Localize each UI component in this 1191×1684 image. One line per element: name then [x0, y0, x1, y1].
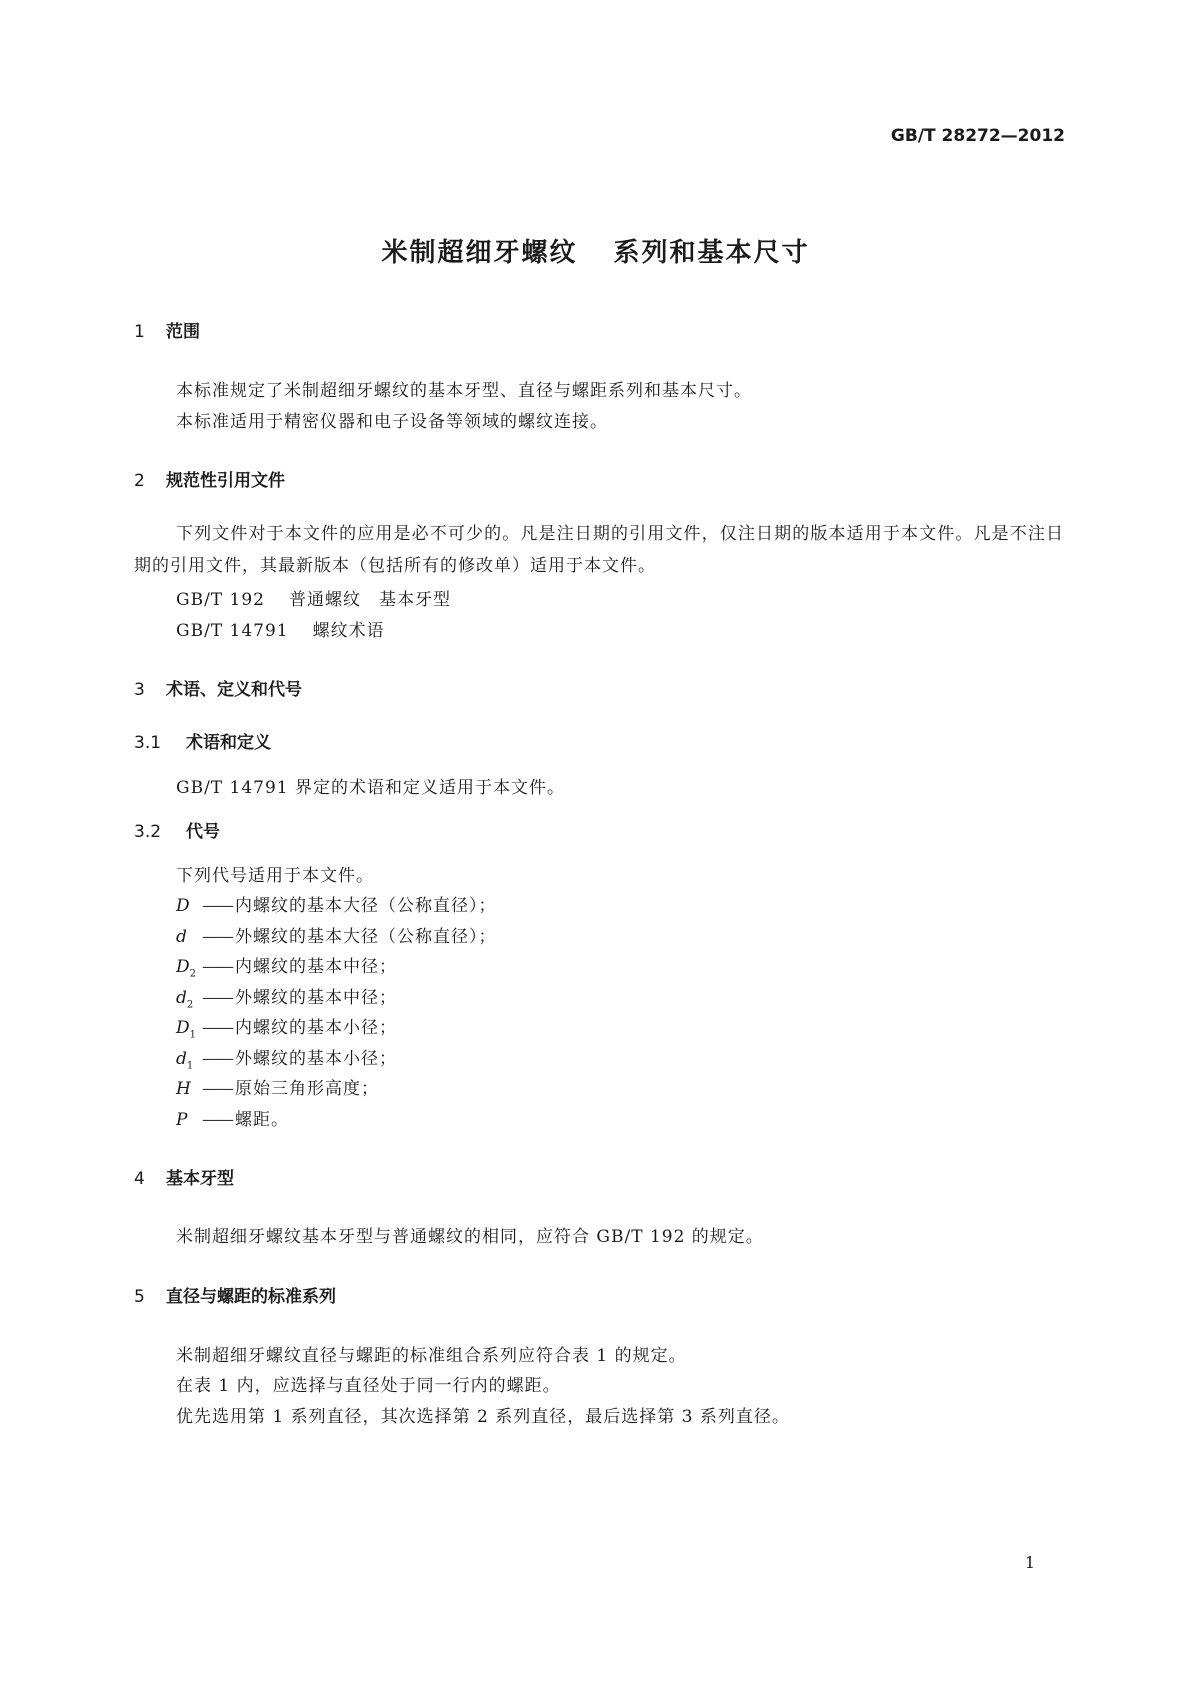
symbol-description: 内螺纹的基本小径；: [235, 1018, 397, 1038]
symbol-item: [176, 1105, 289, 1132]
dash: ——: [202, 1079, 232, 1099]
section-title: 术语、定义和代号: [166, 680, 302, 700]
symbol-letter: $d_1$: [176, 1049, 194, 1072]
section-title: 范围: [166, 322, 200, 342]
standard-number: GB/T 28272—2012: [890, 126, 1065, 146]
dash: ——: [202, 1018, 232, 1038]
page-number: 1: [1024, 1553, 1035, 1572]
dash: ——: [202, 927, 232, 947]
paragraph: 米制超细牙螺纹基本牙型与普通螺纹的相同，应符合 GB/T 192 的规定。: [176, 1227, 764, 1247]
reference-code: GB/T 192: [176, 590, 265, 610]
symbol-letter: D: [176, 896, 190, 916]
paragraph: 优先选用第 1 系列直径，其次选择第 2 系列直径，最后选择第 3 系列直径。: [176, 1407, 790, 1427]
title-part-1: 米制超细牙螺纹: [381, 238, 578, 268]
section-title: 规范性引用文件: [166, 471, 285, 491]
symbol-item: [176, 1074, 379, 1101]
section-4-heading: [134, 1164, 234, 1189]
section-3-2-heading: [134, 817, 220, 842]
dash: ——: [202, 1110, 232, 1130]
symbol-item: [176, 983, 397, 1010]
dash: ——: [202, 957, 232, 977]
section-3-1-heading: [134, 728, 271, 753]
symbol-description: 外螺纹的基本中径；: [235, 988, 397, 1008]
section-title: 直径与螺距的标准系列: [166, 1287, 336, 1307]
symbol-item: [176, 1044, 397, 1071]
reference-item: [176, 616, 385, 641]
section-1-heading: [134, 317, 200, 342]
dash: ——: [202, 896, 232, 916]
section-number: 3.1: [134, 733, 162, 753]
section-title: 代号: [186, 822, 220, 842]
section-title: 术语和定义: [186, 733, 271, 753]
section-number: 4: [134, 1169, 145, 1189]
title-part-2: 系列和基本尺寸: [613, 238, 810, 268]
symbol-letter: $D_1$: [176, 1018, 197, 1041]
section-title: 基本牙型: [166, 1169, 234, 1189]
symbol-letter: P: [176, 1110, 188, 1130]
paragraph: 在表 1 内，应选择与直径处于同一行内的螺距。: [176, 1376, 561, 1396]
section-5-heading: [134, 1282, 336, 1307]
dash: ——: [202, 1049, 232, 1069]
reference-item: [176, 585, 451, 610]
symbol-description: 外螺纹的基本大径（公称直径）；: [235, 927, 497, 947]
symbol-description: 螺距。: [235, 1110, 289, 1130]
section-number: 1: [134, 322, 145, 342]
symbol-letter: $d_2$: [176, 988, 194, 1011]
reference-code: GB/T 14791: [176, 621, 289, 641]
paragraph: GB/T 14791 界定的术语和定义适用于本文件。: [176, 778, 566, 798]
symbol-item: [176, 952, 397, 979]
section-2-heading: [134, 466, 285, 491]
reference-title: 螺纹术语: [312, 621, 385, 641]
symbol-item: [176, 891, 497, 918]
symbol-letter: $D_2$: [176, 957, 197, 980]
paragraph: 本标准规定了米制超细牙螺纹的基本牙型、直径与螺距系列和基本尺寸。: [176, 381, 752, 401]
paragraph: 米制超细牙螺纹直径与螺距的标准组合系列应符合表 1 的规定。: [176, 1346, 687, 1366]
paragraph: 下列文件对于本文件的应用是必不可少的。凡是注日期的引用文件，仅注日期的版本适用于本文件。凡是不注日期的引用文件，其最新版本（包括所有的修改单）适用于本文件。: [134, 524, 1064, 576]
section-number: 3.2: [134, 822, 162, 842]
symbol-description: 原始三角形高度；: [235, 1079, 379, 1099]
symbol-letter: d: [176, 927, 187, 947]
dash: ——: [202, 988, 232, 1008]
symbol-description: 内螺纹的基本大径（公称直径）；: [235, 896, 497, 916]
reference-title: 普通螺纹 基本牙型: [289, 590, 451, 610]
section-3-heading: [134, 675, 302, 700]
symbol-item: [176, 922, 497, 949]
paragraph: 下列代号适用于本文件。: [176, 866, 374, 886]
symbol-letter: H: [176, 1079, 191, 1099]
section-number: 5: [134, 1287, 145, 1307]
symbol-description: 外螺纹的基本小径；: [235, 1049, 397, 1069]
paragraph: 本标准适用于精密仪器和电子设备等领域的螺纹连接。: [176, 412, 608, 432]
symbol-description: 内螺纹的基本中径；: [235, 957, 397, 977]
section-number: 3: [134, 680, 145, 700]
document-title: [0, 232, 1191, 269]
section-number: 2: [134, 471, 145, 491]
symbol-item: [176, 1013, 397, 1040]
